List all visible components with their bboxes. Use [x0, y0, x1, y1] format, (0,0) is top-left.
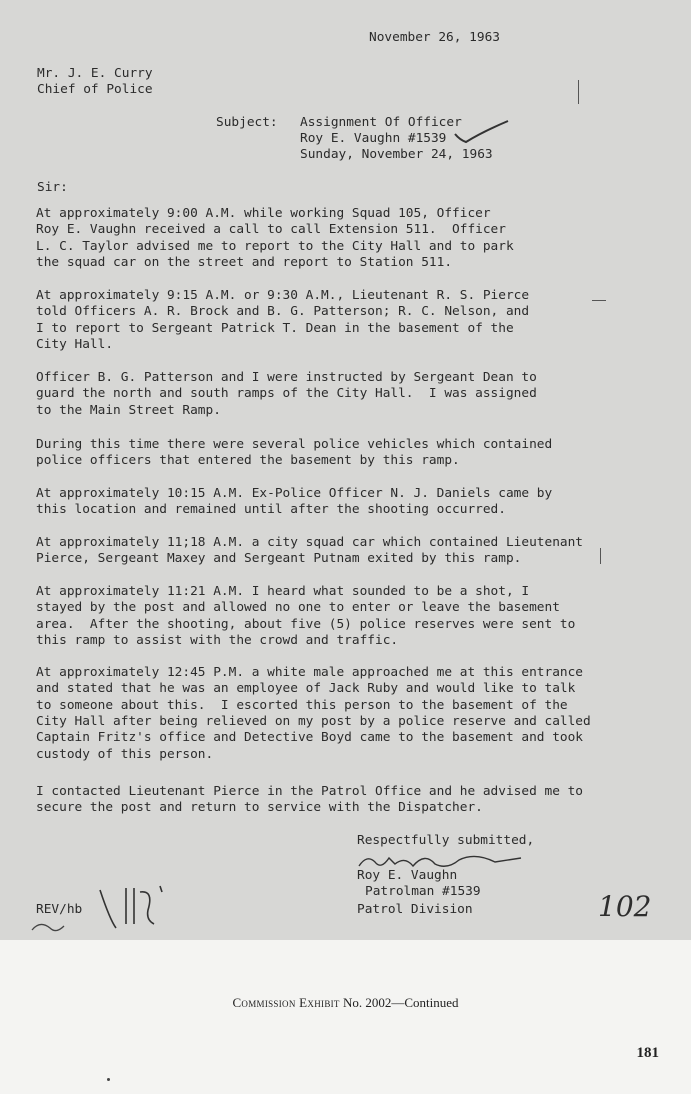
body-line: Officer B. G. Patterson and I were instructed by Sergeant Dean to: [36, 370, 537, 385]
body-line: City Hall after being relieved on my post by a police reserve and called: [36, 713, 591, 729]
body-line: this location and remained until after the shooting occurred.: [36, 502, 506, 518]
body-line: secure the post and return to service with the Dispatcher.: [36, 800, 483, 816]
body-line: this ramp to assist with the crowd and traffic.: [36, 632, 399, 648]
body-line: Captain Fritz's office and Detective Boyd came to the basement and took: [36, 730, 584, 746]
body-line: custody of this person.: [36, 746, 214, 762]
subject-label: Subject:: [216, 115, 278, 130]
body-line: guard the north and south ramps of the City Hall. I was assigned: [36, 386, 537, 402]
body-line: told Officers A. R. Brock and B. G. Patterson; R. C. Nelson, and: [36, 304, 530, 320]
handwritten-page-number: 102: [598, 890, 652, 923]
checkmark-icon: [452, 118, 512, 146]
speck: [107, 1078, 110, 1081]
signer-name: Roy E. Vaughn: [357, 868, 458, 883]
body-line: At approximately 9:15 A.M. or 9:30 A.M., Lieutenant R. S. Pierce: [36, 288, 530, 303]
margin-mark: [600, 548, 601, 564]
margin-mark: [578, 80, 579, 104]
body-line: and stated that he was an employee of Jack Ruby and would like to talk: [36, 681, 576, 697]
body-line: At approximately 12:45 P.M. a white male approached me at this entrance: [36, 665, 584, 680]
body-line: Pierce, Sergeant Maxey and Sergeant Putnam exited by this ramp.: [36, 551, 522, 567]
signer-division: Patrol Division: [357, 902, 473, 917]
handwritten-marks: [30, 880, 190, 940]
body-line: At approximately 9:00 A.M. while working Squad 105, Officer: [36, 206, 491, 221]
caption-commission: Commission Exhibit: [232, 995, 340, 1010]
recipient-title: Chief of Police: [37, 82, 153, 97]
body-line: At approximately 11;18 A.M. a city squad car which contained Lieutenant: [36, 535, 584, 550]
body-line: I to report to Sergeant Patrick T. Dean in the basement of the: [36, 320, 514, 336]
margin-mark: [592, 300, 606, 301]
body-line: L. C. Taylor advised me to report to the City Hall and to park: [36, 238, 514, 254]
subject-line-1: Assignment Of Officer: [300, 115, 462, 130]
body-line: area. After the shooting, about five (5) police reserves were sent to: [36, 616, 576, 632]
body-line: At approximately 11:21 A.M. I heard what sounded to be a shot, I: [36, 584, 530, 599]
typist-initials: REV/hb: [36, 902, 83, 917]
body-line: the squad car on the street and report to Station 511.: [36, 254, 453, 270]
body-line: to the Main Street Ramp.: [36, 402, 221, 418]
letter-date: November 26, 1963: [369, 30, 500, 45]
body-line: I contacted Lieutenant Pierce in the Patrol Office and he advised me to: [36, 784, 584, 799]
subject-line-2: Roy E. Vaughn #1539: [300, 131, 447, 146]
body-line: At approximately 10:15 A.M. Ex-Police Officer N. J. Daniels came by: [36, 486, 553, 501]
subject-line-3: Sunday, November 24, 1963: [300, 147, 493, 162]
salutation: Sir:: [37, 180, 68, 195]
closing: Respectfully submitted,: [357, 833, 535, 848]
body-line: stayed by the post and allowed no one to enter or leave the basement: [36, 600, 560, 616]
body-line: Roy E. Vaughn received a call to call Extension 511. Officer: [36, 222, 506, 238]
body-line: to someone about this. I escorted this person to the basement of the: [36, 697, 568, 713]
body-line: City Hall.: [36, 336, 114, 352]
caption-rest: No. 2002—Continued: [342, 995, 459, 1010]
body-line: police officers that entered the basement by this ramp.: [36, 453, 460, 469]
signer-rank: Patrolman #1539: [365, 884, 481, 899]
exhibit-caption: [0, 995, 691, 1011]
body-line: During this time there were several police vehicles which contained: [36, 437, 553, 452]
page-number: 181: [636, 1045, 659, 1061]
recipient-name: Mr. J. E. Curry: [37, 66, 153, 81]
